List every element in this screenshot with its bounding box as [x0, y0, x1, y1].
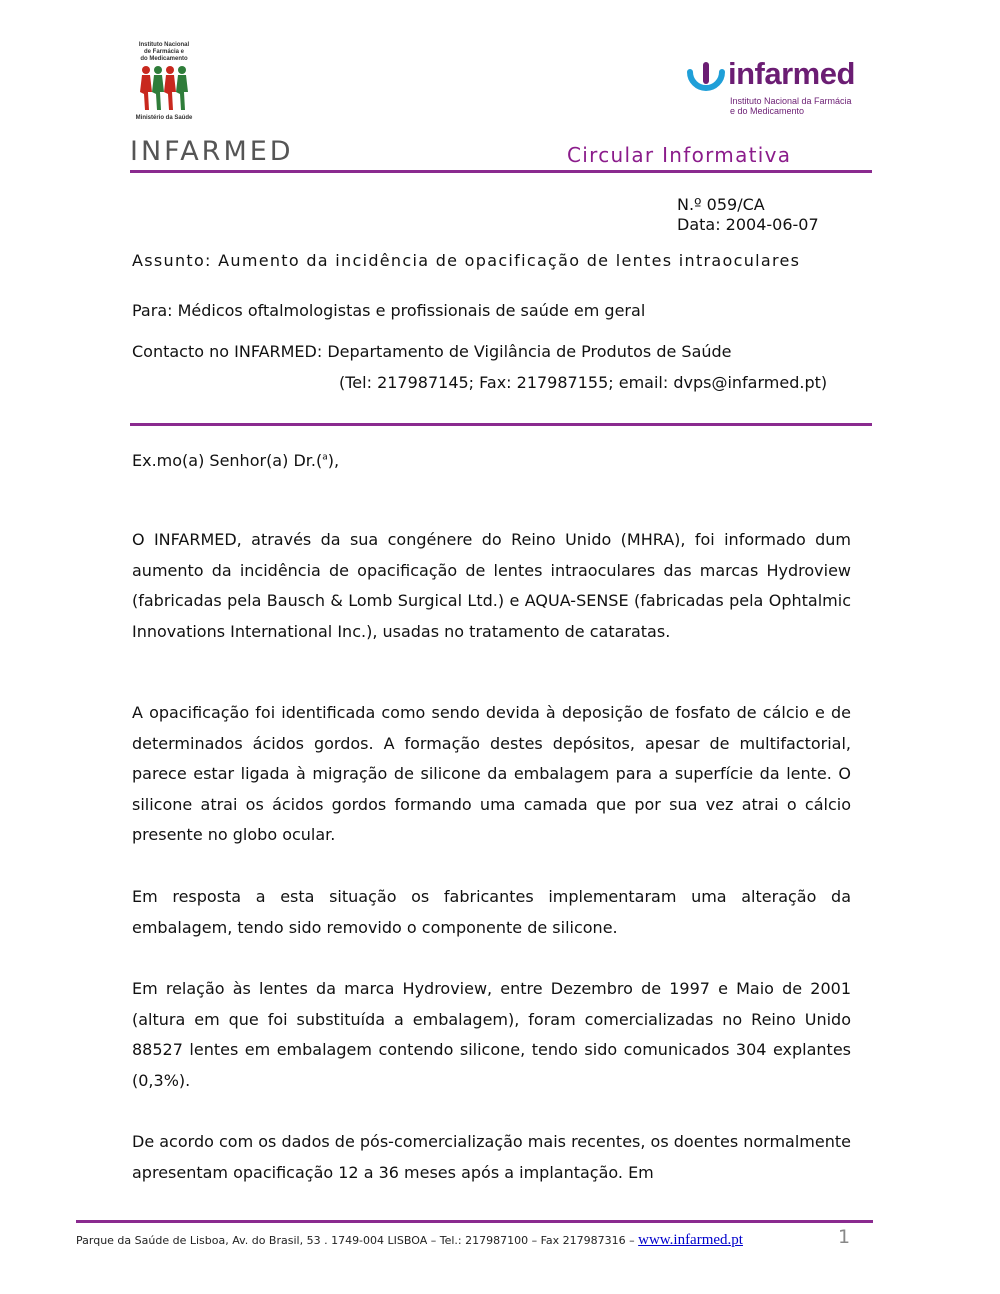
section-divider: [130, 423, 872, 426]
footer-address: Parque da Saúde de Lisboa, Av. do Brasil, 53 . 1749-004 LISBOA – Tel.: 217987100 – Fax 217987316 – www.infarmed.pt: [76, 1232, 743, 1248]
body-paragraph: O INFARMED, através da sua congénere do Reino Unido (MHRA), foi informado dum aumento da incidência de opacificação de lentes intraoculares das marcas Hydroview (fabricadas pela Bausch & Lomb Surgical Ltd.) e AQUA-SENSE (fabricadas pela Ophtalmic Innovations International Inc.), usadas no tratamento de cataratas.: [132, 530, 851, 641]
document-type: Circular Informativa: [567, 143, 792, 167]
logo-left-bottom-text: Ministério da Saúde: [135, 115, 193, 121]
infarmed-logo: [684, 56, 855, 120]
body-paragraph: A opacificação foi identificada como sendo devida à deposição de fosfato de cálcio e de determinados ácidos gordos. A formação destes depósitos, apesar de multifactorial, parece estar ligada à migração de silicone da embalagem para a superfície da lente. O silicone atrai os ácidos gordos formando uma camada que por sua vez atrai o cálcio presente no globo ocular.: [132, 703, 851, 845]
infarmed-ministry-logo: [128, 42, 200, 124]
page-title: INFARMED: [130, 136, 294, 167]
reference-date: Data: 2004-06-07: [677, 215, 819, 234]
page-number: 1: [838, 1226, 851, 1248]
body-paragraph: Em relação às lentes da marca Hydroview, entre Dezembro de 1997 e Maio de 2001 (altura em que foi substituída a embalagem), foram comercializadas no Reino Unido 88527 lentes em embalagem contendo silicone, tendo sido comunicados 304 explantes (0,3%).: [132, 979, 851, 1090]
website-link[interactable]: www.infarmed.pt: [638, 1232, 743, 1248]
infarmed-subtitle: Instituto Nacional da Farmácia e do Medicamento: [730, 96, 852, 116]
recipients-line: Para: Médicos oftalmologistas e profissionais de saúde em geral: [132, 301, 646, 320]
body-paragraph: Em resposta a esta situação os fabricantes implementaram uma alteração da embalagem, tendo sido removido o componente de silicone.: [132, 887, 851, 937]
human-figures-icon: [136, 64, 192, 114]
infarmed-mark-icon: [684, 62, 728, 106]
subject-line: Assunto: Aumento da incidência de opacificação de lentes intraoculares: [132, 251, 801, 270]
logo-left-top-text: Instituto Nacional de Farmácia e do Medicamento: [138, 42, 190, 62]
contact-line: Contacto no INFARMED: Departamento de Vigilância de Produtos de Saúde: [132, 342, 732, 361]
header-divider: [130, 170, 872, 173]
contact-details: (Tel: 217987145; Fax: 217987155; email: dvps@infarmed.pt): [339, 373, 828, 392]
infarmed-wordmark: infarmed: [728, 56, 855, 91]
salutation: Ex.mo(a) Senhor(a) Dr.($^a$),: [132, 451, 340, 470]
reference-number: N.º 059/CA: [677, 195, 765, 214]
footer-divider: [76, 1220, 873, 1223]
body-paragraph: De acordo com os dados de pós-comercialização mais recentes, os doentes normalmente apresentam opacificação 12 a 36 meses após a implantação. Em: [132, 1132, 851, 1182]
